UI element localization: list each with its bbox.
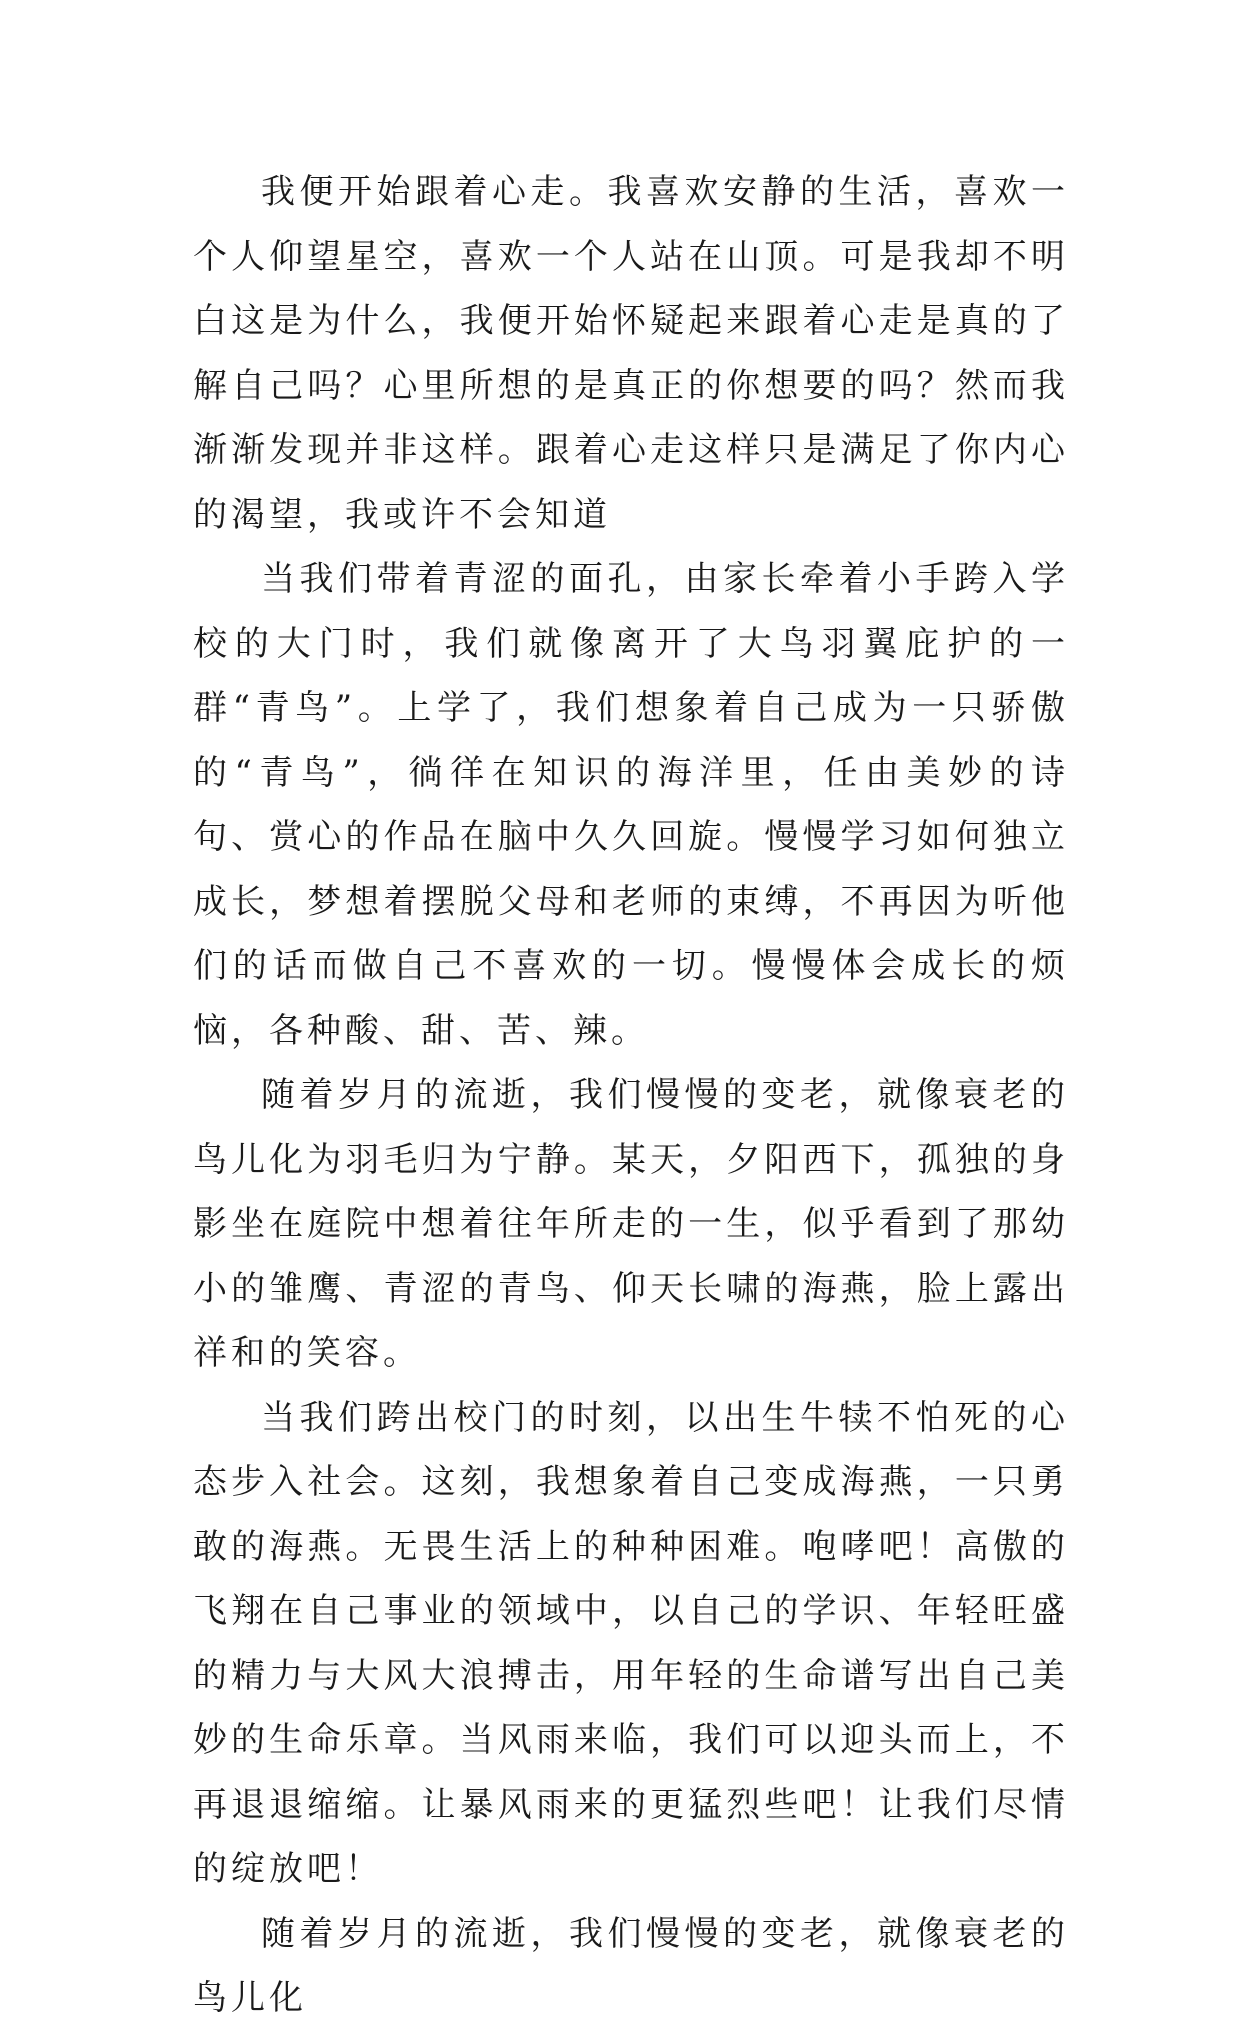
paragraph: 随着岁月的流逝，我们慢慢的变老，就像衰老的鸟儿化为羽毛归为宁静。某天，夕阳西下，孤独的身影坐在庭院中想着往年所走的一生，似乎看到了那幼小的雏鹰、青涩的青鸟、仰天长啸的海燕，脸上露出祥和的笑容。: [193, 1075, 1069, 1373]
body-text: [193, 160, 1069, 2031]
paragraph: 我便开始跟着心走。我喜欢安静的生活，喜欢一个人仰望星空，喜欢一个人站在山顶。可是我却不明白这是为什么，我便开始怀疑起来跟着心走是真的了解自己吗？心里所想的是真正的你想要的吗？然而我渐渐发现并非这样。跟着心走这样只是满足了你内心的渴望，我或许不会知道: [193, 172, 1069, 535]
paragraph: 随着岁月的流逝，我们慢慢的变老，就像衰老的鸟儿化: [193, 1913, 1069, 2018]
paragraph: 当我们带着青涩的面孔，由家长牵着小手跨入学校的大门时，我们就像离开了大鸟羽翼庇护的一群“青鸟”。上学了，我们想象着自己成为一只骄傲的“青鸟”，徜徉在知识的海洋里，任由美妙的诗句、赏心的作品在脑中久久回旋。慢慢学习如何独立成长，梦想着摆脱父母和老师的束缚，不再因为听他们的话而做自己不喜欢的一切。慢慢体会成长的烦恼，各种酸、甜、苦、辣。: [193, 559, 1069, 1051]
paragraph: 当我们跨出校门的时刻，以出生牛犊不怕死的心态步入社会。这刻，我想象着自己变成海燕，一只勇敢的海燕。无畏生活上的种种困难。咆哮吧！高傲的飞翔在自己事业的领域中，以自己的学识、年轻旺盛的精力与大风大浪搏击，用年轻的生命谱写出自己美妙的生命乐章。当风雨来临，我们可以迎头而上，不再退退缩缩。让暴风雨来的更猛烈些吧！让我们尽情的绽放吧！: [193, 1397, 1069, 1889]
